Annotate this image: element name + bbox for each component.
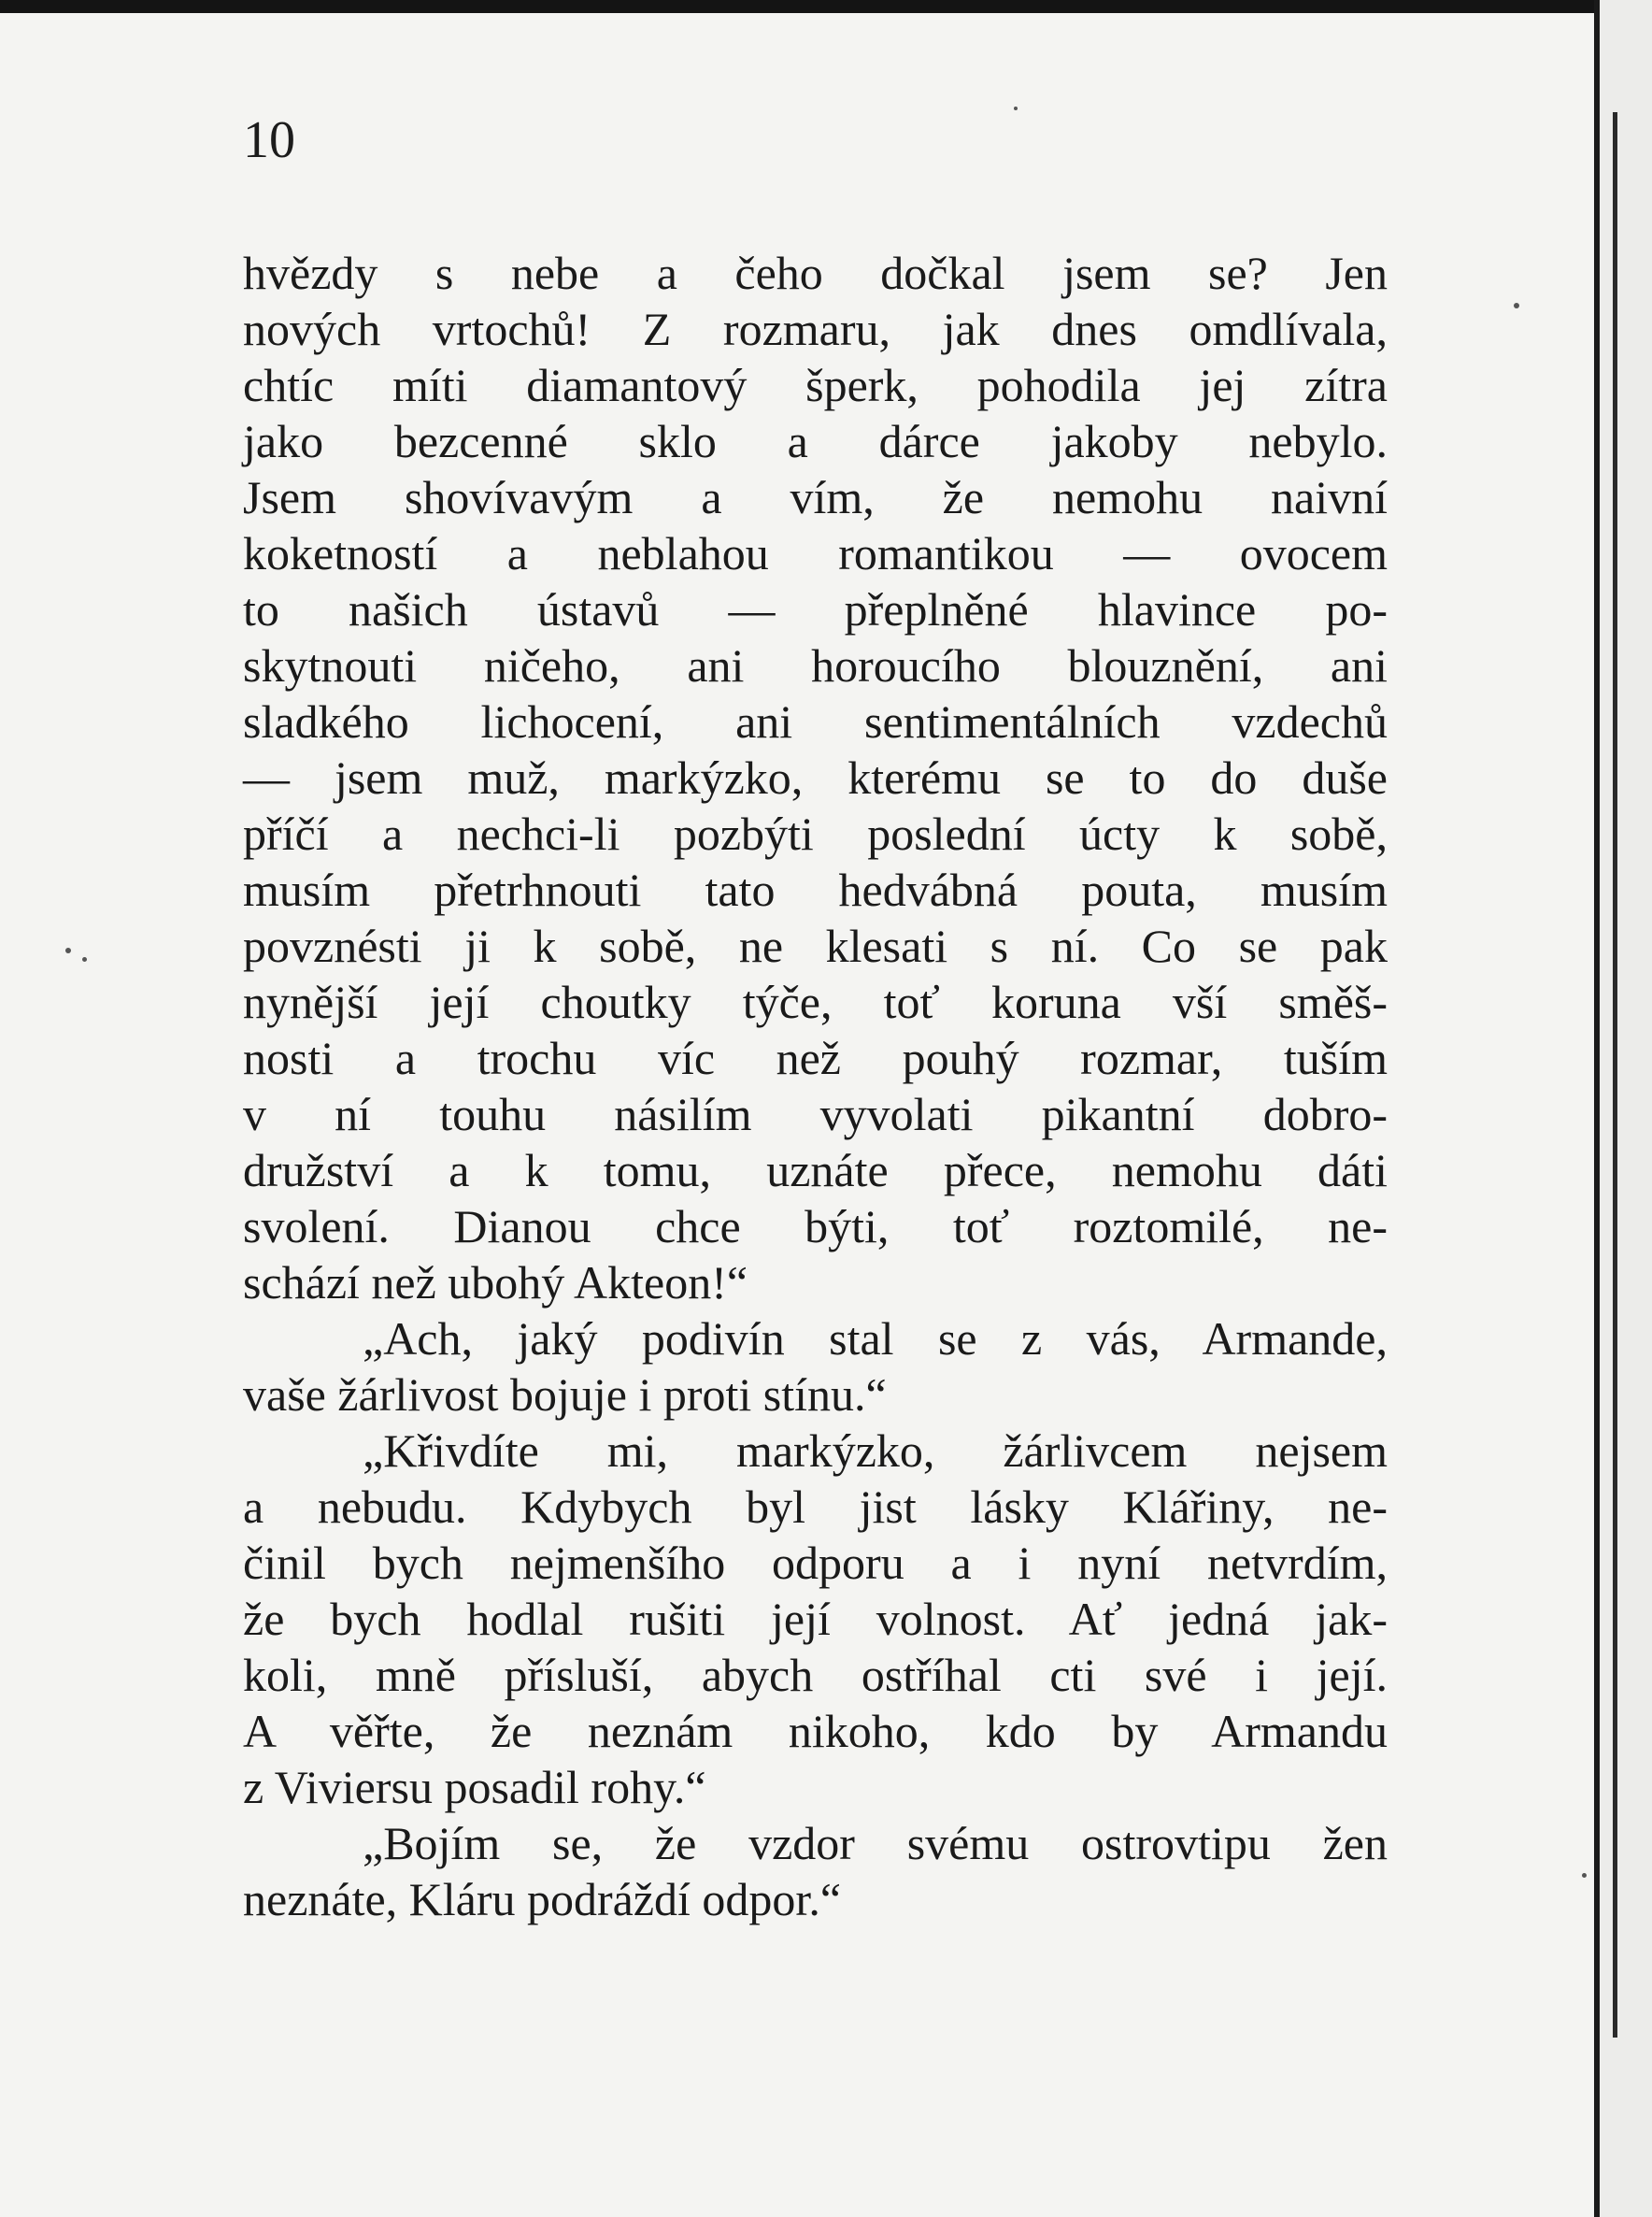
text-line: vaše žárlivost bojuje i proti stínu.“ (243, 1368, 887, 1421)
scan-speck (1514, 303, 1519, 308)
text-line: A věřte, že neznám nikoho, kdo by Armandu (243, 1705, 1388, 1757)
text-line: koketností a neblahou romantikou — ovocem (243, 527, 1388, 579)
paragraph-1 (243, 245, 1388, 1310)
scan-speck (82, 957, 87, 962)
body-text (243, 245, 1388, 1927)
text-line: hvězdy s nebe a čeho dočkal jsem se? Jen (243, 247, 1388, 299)
text-line: to našich ústavů — přeplněné hlavince po- (243, 583, 1388, 636)
text-line: „Křivdíte mi, markýzko, žárlivcem nejsem (363, 1424, 1388, 1477)
text-line: svolení. Dianou chce býti, toť roztomilé, ne- (243, 1200, 1388, 1252)
text-line: „Bojím se, že vzdor svému ostrovtipu žen (363, 1817, 1388, 1869)
scan-speck (1014, 107, 1018, 110)
text-line: jako bezcenné sklo a dárce jakoby nebylo. (243, 415, 1388, 467)
text-line: příčí a nechci-li pozbýti poslední úcty k sobě, (243, 808, 1388, 860)
text-line: sladkého lichocení, ani sentimentálních vzdechů (243, 695, 1388, 748)
text-line: že bych hodlal rušiti její volnost. Ať jedná jak- (243, 1593, 1388, 1645)
text-line: činil bych nejmenšího odporu a i nyní netvrdím, (243, 1537, 1388, 1589)
page-edge (1594, 0, 1652, 2217)
scan-speck (65, 948, 71, 953)
text-line: Jsem shovívavým a vím, že nemohu naivní (243, 471, 1388, 523)
text-line: nových vrtochů! Z rozmaru, jak dnes omdlívala, (243, 303, 1388, 355)
text-line: nosti a trochu víc než pouhý rozmar, tuším (243, 1032, 1388, 1084)
paragraph-2 (243, 1310, 1388, 1423)
text-line: koli, mně přísluší, abych ostříhal cti své i její. (243, 1649, 1388, 1701)
text-line: schází než ubohý Akteon!“ (243, 1256, 748, 1309)
text-line: družství a k tomu, uznáte přece, nemohu dáti (243, 1144, 1388, 1196)
text-line: nynější její choutky týče, toť koruna vší směš- (243, 976, 1388, 1028)
text-line: z Viviersu posadil rohy.“ (243, 1761, 706, 1813)
scan-speck (1582, 1873, 1587, 1878)
text-line: chtíc míti diamantový šperk, pohodila jej zítra (243, 359, 1388, 411)
binding-line (1613, 112, 1617, 2038)
text-line: musím přetrhnouti tato hedvábná pouta, musím (243, 864, 1388, 916)
page-number: 10 (243, 111, 295, 169)
text-line: v ní touhu násilím vyvolati pikantní dobro- (243, 1088, 1388, 1140)
text-line: „Ach, jaký podivín stal se z vás, Armande, (363, 1312, 1388, 1365)
text-line: povznésti ji k sobě, ne klesati s ní. Co se pak (243, 920, 1388, 972)
paragraph-4 (243, 1815, 1388, 1927)
text-line: neznáte, Kláru podráždí odpor.“ (243, 1873, 842, 1925)
text-line: — jsem muž, markýzko, kterému se to do duše (243, 751, 1388, 804)
paragraph-3 (243, 1423, 1388, 1815)
text-line: skytnouti ničeho, ani horoucího blouznění, ani (243, 639, 1388, 692)
text-line: a nebudu. Kdybych byl jist lásky Klářiny, ne- (243, 1480, 1388, 1533)
book-page (0, 13, 1594, 2217)
